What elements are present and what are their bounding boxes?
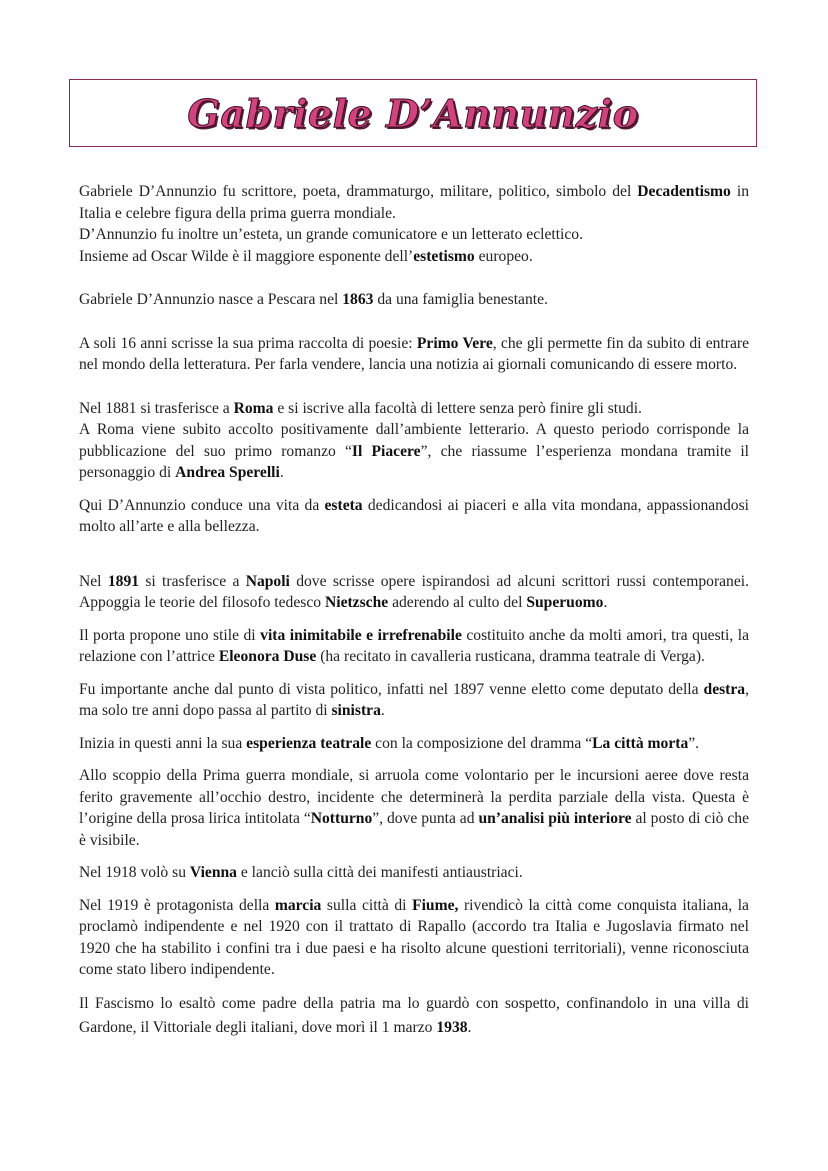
text-span: Gabriele D’Annunzio nasce a Pescara nel xyxy=(79,291,343,308)
text-span: sulla città di xyxy=(321,896,413,914)
paragraph-fascismo xyxy=(79,992,749,1040)
text-span: Nel 1881 si trasferisce a xyxy=(79,399,234,417)
paragraph-roma xyxy=(79,398,749,420)
page-title: Gabriele D’Annunzio xyxy=(187,90,639,136)
text-span: Gabriele D’Annunzio fu scrittore, poeta, drammaturgo, militare, politico, simbolo del xyxy=(79,183,638,200)
text-span: in Italia e celebre figura della prima guerra mondiale. xyxy=(79,183,750,222)
paragraph-notturno xyxy=(79,765,749,851)
text-span: al posto di ciò che è visibile. xyxy=(79,810,750,849)
text-span: da una famiglia benestante. xyxy=(373,291,548,308)
text-span: dedicandosi ai piaceri e alla vita mondana, appassionandosi molto all’arte e alla bellezza. xyxy=(79,496,749,535)
paragraph-intro xyxy=(79,181,749,224)
bold-term: 1891 xyxy=(107,572,140,590)
text-span: e si iscrive alla facoltà di lettere senza però finire gli studi. xyxy=(273,399,642,417)
text-span: si trasferisce a xyxy=(139,572,246,590)
title-box xyxy=(69,79,757,147)
text-span: , ma solo tre anni dopo passa al partito di xyxy=(79,680,749,719)
text-span: (ha recitato in cavalleria rusticana, dramma teatrale di Verga). xyxy=(316,648,705,665)
text-span: , che gli permette fin da subito di entrare nel mondo della letteratura. Per farla vendere, lancia una notizia ai giornali comunicando di essere morto. xyxy=(79,334,749,373)
paragraph-napoli xyxy=(79,571,749,614)
text-span: Nel 1918 volò su xyxy=(79,864,190,881)
document-body xyxy=(79,181,749,1040)
bold-term: Decadentismo xyxy=(637,183,731,200)
text-span: ”. xyxy=(688,734,700,752)
paragraph-teatro xyxy=(79,733,749,755)
bold-term: Andrea Sperelli xyxy=(175,464,280,481)
text-span: Il Fascismo lo esaltò come padre della patria ma lo guardò con sospetto, confinandolo in una villa di Gardone, il Vittoriale degli italiani, dove morì il 1 marzo xyxy=(79,994,749,1036)
bold-term: La città morta xyxy=(592,734,689,752)
bold-term: 1938 xyxy=(436,1018,468,1036)
bold-term: Superuomo xyxy=(526,594,604,611)
text-span: ”, che riassume l’esperienza mondana tramite il personaggio di xyxy=(79,442,749,481)
paragraph-fiume xyxy=(79,895,749,981)
bold-term: un’analisi più interiore xyxy=(478,810,632,827)
paragraph-intro-3 xyxy=(79,246,749,268)
bold-term: estetismo xyxy=(413,247,475,265)
text-span: costituito anche da molti amori, tra questi, la relazione con l’attrice xyxy=(79,626,749,665)
paragraph-intro-2 xyxy=(79,224,749,246)
text-span: ”, dove punta ad xyxy=(372,810,479,827)
bold-term: Nietzsche xyxy=(324,594,389,611)
text-span: Nel 1919 è protagonista della xyxy=(79,896,275,914)
paragraph-vienna xyxy=(79,862,749,884)
text-span: . xyxy=(279,464,284,481)
bold-term: vita inimitabile e irrefrenabile xyxy=(260,626,462,644)
bold-term: marcia xyxy=(274,896,322,914)
bold-term: esperienza teatrale xyxy=(246,734,372,752)
bold-term: Vienna xyxy=(189,864,237,881)
text-span: A Roma viene subito accolto positivamente dall’ambiente letterario. A questo periodo corrisponde la pubblicazione del suo primo romanzo “ xyxy=(79,421,749,460)
paragraph-piacere xyxy=(79,419,749,484)
text-span: Qui D’Annunzio conduce una vita da xyxy=(79,496,325,514)
bold-term: Fiume, xyxy=(412,896,459,914)
bold-term: Eleonora Duse xyxy=(218,648,317,665)
paragraph-duse xyxy=(79,625,749,668)
bold-term: Napoli xyxy=(245,572,290,590)
paragraph-esteta xyxy=(79,495,749,538)
text-span: Il porta propone uno stile di xyxy=(79,626,261,644)
bold-term: destra xyxy=(703,680,746,698)
bold-term: Primo Vere xyxy=(416,334,493,352)
text-span: Inizia in questi anni la sua xyxy=(79,734,247,752)
bold-term: Il Piacere xyxy=(351,442,421,460)
text-span: dove scrisse opere ispirandosi ad alcuni scrittori russi contemporanei. Appoggia le teorie del filosofo tedesco xyxy=(79,572,750,611)
text-span: A soli 16 anni scrisse la sua prima raccolta di poesie: xyxy=(79,334,417,352)
text-span: con la composizione del dramma “ xyxy=(371,734,593,752)
paragraph-birth xyxy=(79,289,749,311)
text-span: . xyxy=(380,702,385,719)
text-span: Fu importante anche dal punto di vista politico, infatti nel 1897 venne eletto come deputato della xyxy=(79,680,704,698)
text-span: . xyxy=(467,1018,472,1036)
bold-term: Roma xyxy=(233,399,274,417)
text-span: Allo scoppio della Prima guerra mondiale, si arruola come volontario per le incursioni aeree dove resta ferito gravemente all’occhio destro, incidente che determinerà la perdita parziale della vista. Questa è l’origine della prosa lirica intitolata “ xyxy=(79,767,749,827)
bold-term: esteta xyxy=(324,496,363,514)
bold-term: Notturno xyxy=(310,810,373,827)
text-span: D’Annunzio fu inoltre un’esteta, un grande comunicatore e un letterato eclettico. xyxy=(79,226,584,243)
bold-term: 1863 xyxy=(342,291,374,308)
text-span: e lanciò sulla città dei manifesti antiaustriaci. xyxy=(236,864,523,881)
bold-term: sinistra xyxy=(331,702,381,719)
text-span: aderendo al culto del xyxy=(388,594,527,611)
text-span: Nel xyxy=(79,572,108,590)
text-span: rivendicò la città come conquista italiana, la proclamò indipendente e nel 1920 con il trattato di Rapallo (accordo tra Italia e Jugoslavia firmato nel 1920 che ha stabilito i confini tra i due paesi e ha risolto alcune questioni territoriali), venne riconosciuta come stato libero indipendente. xyxy=(79,896,749,978)
text-span: Insieme ad Oscar Wilde è il maggiore esponente dell’ xyxy=(79,247,414,265)
paragraph-primo-vere xyxy=(79,333,749,376)
text-span: . xyxy=(603,594,608,611)
paragraph-politica xyxy=(79,679,749,722)
text-span: europeo. xyxy=(474,247,533,265)
